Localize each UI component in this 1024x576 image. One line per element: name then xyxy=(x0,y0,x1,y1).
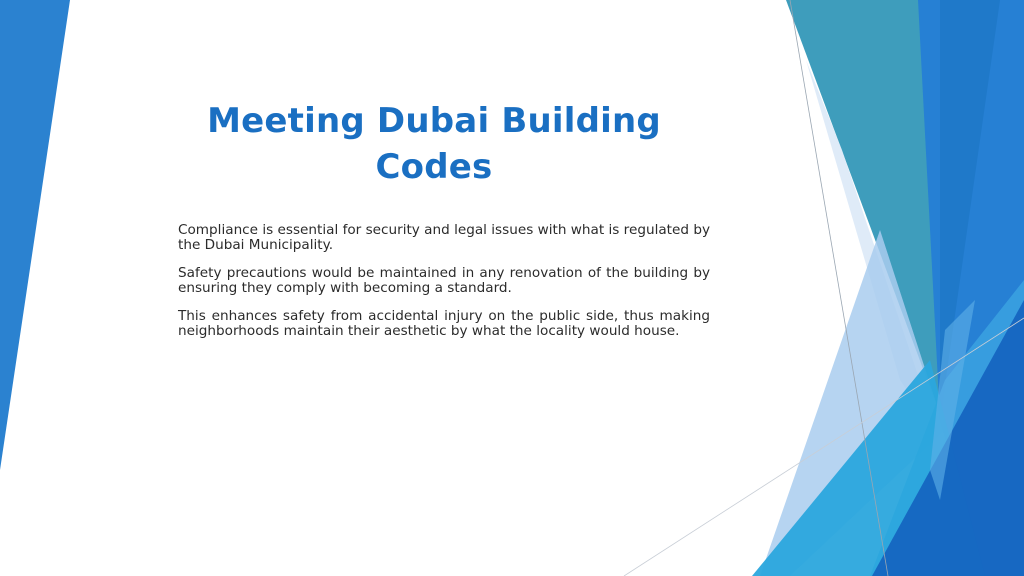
body-paragraph-2: Safety precautions would be maintained in any renovation of the building by ensuring they comply with becoming a standard. xyxy=(178,265,710,296)
slide-title: Meeting Dubai Building Codes xyxy=(207,101,661,187)
body-paragraph-3: This enhances safety from accidental injury on the public side, thus making neighborhoods maintain their aesthetic by what the locality would house. xyxy=(178,308,710,339)
body-paragraph-1: Compliance is essential for security and legal issues with what is regulated by the Dubai Municipality. xyxy=(178,222,710,253)
left-blue-band xyxy=(0,0,70,470)
slide-body xyxy=(178,223,710,352)
